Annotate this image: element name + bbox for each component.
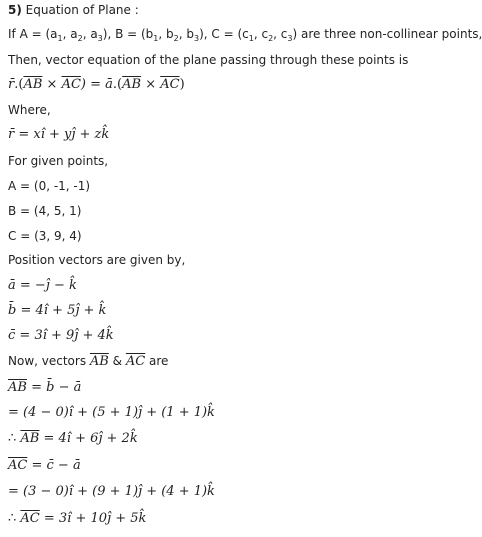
intro-text: , c (253, 27, 269, 41)
vector-ab: $\overline{AB}$ (122, 77, 142, 92)
equation-part: = 4î + 6ĵ + 2k̂ (39, 431, 138, 446)
ab-definition (8, 380, 455, 396)
vector-ac: $\overline{AC}$ (125, 354, 146, 369)
intro-text: , b (178, 27, 194, 41)
equation-part: r̄. (8, 77, 19, 92)
then-text: Then, vector equation of the plane passing through these points is (8, 53, 409, 67)
ampersand: & (108, 354, 126, 368)
intro-text: , c (273, 27, 288, 41)
vector-ac: $\overline{AC}$ (20, 511, 40, 526)
equation-part: ( (18, 77, 24, 92)
section-heading (8, 2, 455, 18)
now-vectors-line (8, 353, 455, 370)
ac-result (8, 511, 455, 527)
intro-text: ) are three non-collinear points, (292, 27, 482, 41)
vector-ab: $\overline{AB}$ (8, 380, 27, 395)
intro-text: If A = (a (8, 27, 58, 41)
equation-part: ( (117, 77, 123, 92)
therefore-symbol: ∴ (8, 431, 21, 446)
equation-part: × (141, 77, 161, 92)
subscript: 2 (77, 34, 83, 43)
therefore-symbol: ∴ (8, 511, 21, 526)
equation-part: = b̄ − ā (26, 380, 82, 395)
ac-definition (8, 458, 455, 474)
equation-part: × (42, 77, 62, 92)
intro-line (8, 26, 482, 43)
equation-part: ) = ā. (80, 77, 118, 92)
intro-text: , a (82, 27, 98, 41)
position-vectors-text: Position vectors are given by, (8, 253, 186, 267)
now-text: are (145, 354, 169, 368)
equation-part: = 3î + 10ĵ + 5k̂ (39, 511, 147, 526)
subscript: 1 (57, 34, 63, 43)
subscript: 1 (153, 34, 159, 43)
vector-ab: $\overline{AB}$ (89, 354, 109, 369)
point-c: C = (3, 9, 4) (8, 229, 82, 243)
vector-ac: $\overline{AC}$ (8, 458, 28, 473)
point-b: B = (4, 5, 1) (8, 204, 82, 218)
subscript: 3 (287, 34, 293, 43)
c-vector: c̄ = 3î + 9ĵ + 4k̂ (8, 328, 114, 343)
subscript: 3 (97, 34, 103, 43)
vector-ac: $\overline{AC}$ (61, 77, 81, 92)
plane-equation (8, 77, 455, 93)
now-text: Now, vectors (8, 354, 90, 368)
vector-ab: $\overline{AB}$ (23, 77, 43, 92)
subscript: 1 (248, 34, 254, 43)
section-number: 5) (8, 3, 22, 17)
r-definition: r̄ = xî + yĵ + zk̂ (8, 127, 110, 142)
ab-result (8, 431, 455, 447)
intro-text: ), B = (b (102, 27, 154, 41)
intro-text: ), C = (c (199, 27, 249, 41)
subscript: 3 (193, 34, 200, 43)
section-title: Equation of Plane : (25, 3, 139, 17)
point-a: A = (0, -1, -1) (8, 179, 91, 193)
b-vector: b̄ = 4î + 5ĵ + k̂ (8, 303, 107, 318)
equation-part: ) (179, 77, 185, 92)
vector-ab: $\overline{AB}$ (20, 431, 40, 446)
intro-text: , b (158, 27, 174, 41)
vector-ac: $\overline{AC}$ (160, 77, 180, 92)
for-given-text: For given points, (8, 154, 109, 168)
subscript: 2 (173, 34, 179, 43)
where-text: Where, (8, 103, 51, 117)
ab-expansion: = (4 − 0)î + (5 + 1)ĵ + (1 + 1)k̂ (8, 405, 215, 420)
equation-part: = c̄ − ā (27, 458, 81, 473)
subscript: 2 (268, 34, 274, 43)
intro-text: , a (62, 27, 78, 41)
a-vector: ā = −ĵ − k̂ (8, 278, 77, 293)
ac-expansion: = (3 − 0)î + (9 + 1)ĵ + (4 + 1)k̂ (8, 484, 215, 499)
